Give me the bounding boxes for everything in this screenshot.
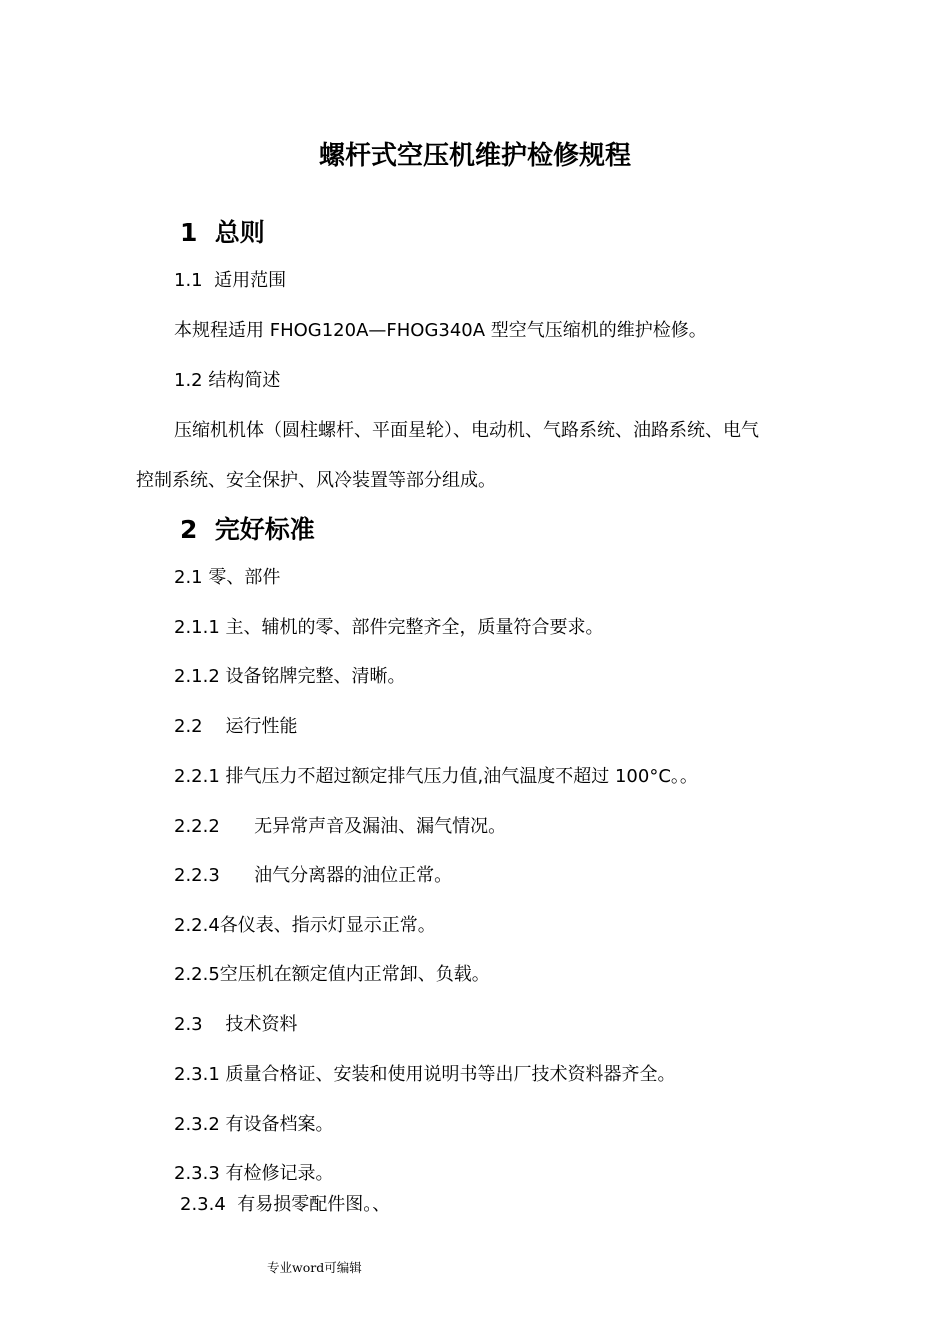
- item-2-3-1: 2.3.1 质量合格证、安装和使用说明书等出厂技术资料器齐全。: [174, 1064, 676, 1085]
- document-title: 螺杆式空压机维护检修规程: [318, 141, 631, 171]
- page-footer: 专业word可编辑: [267, 1260, 362, 1275]
- item-2-2-2: 2.2.2 无异常声音及漏油、漏气情况。: [174, 816, 507, 837]
- item-2-2-3: 2.2.3 油气分离器的油位正常。: [174, 865, 453, 886]
- item-2-3-2: 2.3.2 有设备档案。: [174, 1114, 334, 1135]
- paragraph-structure-line-2: 控制系统、安全保护、风冷装置等部分组成。: [136, 470, 496, 491]
- item-2-3-4: 2.3.4 有易损零配件图。、: [180, 1194, 391, 1215]
- paragraph-scope: 本规程适用 FHOG120A—FHOG340A 型空气压缩机的维护检修。: [174, 320, 707, 341]
- subsection-structure: 1.2 结构简述: [174, 370, 281, 391]
- section-heading-general: 1 总则: [180, 218, 265, 247]
- subsection-performance: 2.2 运行性能: [174, 716, 298, 737]
- item-2-2-4: 2.2.4各仪表、指示灯显示正常。: [174, 915, 436, 936]
- subsection-parts: 2.1 零、部件: [174, 567, 281, 588]
- item-2-3-3: 2.3.3 有检修记录。: [174, 1163, 334, 1184]
- item-2-2-1: 2.2.1 排气压力不超过额定排气压力值,油气温度不超过 100°C。。: [174, 766, 698, 787]
- subsection-tech-docs: 2.3 技术资料: [174, 1014, 298, 1035]
- paragraph-structure-line-1: 压缩机机体（圆柱螺杆、平面星轮）、电动机、气路系统、油路系统、电气: [174, 420, 759, 441]
- section-heading-standard: 2 完好标准: [180, 515, 315, 544]
- item-2-2-5: 2.2.5空压机在额定值内正常卸、负载。: [174, 964, 490, 985]
- item-2-1-2: 2.1.2 设备铭牌完整、清晰。: [174, 666, 406, 687]
- item-2-1-1: 2.1.1 主、辅机的零、部件完整齐全，质量符合要求。: [174, 617, 604, 638]
- subsection-scope: 1.1 适用范围: [174, 270, 287, 291]
